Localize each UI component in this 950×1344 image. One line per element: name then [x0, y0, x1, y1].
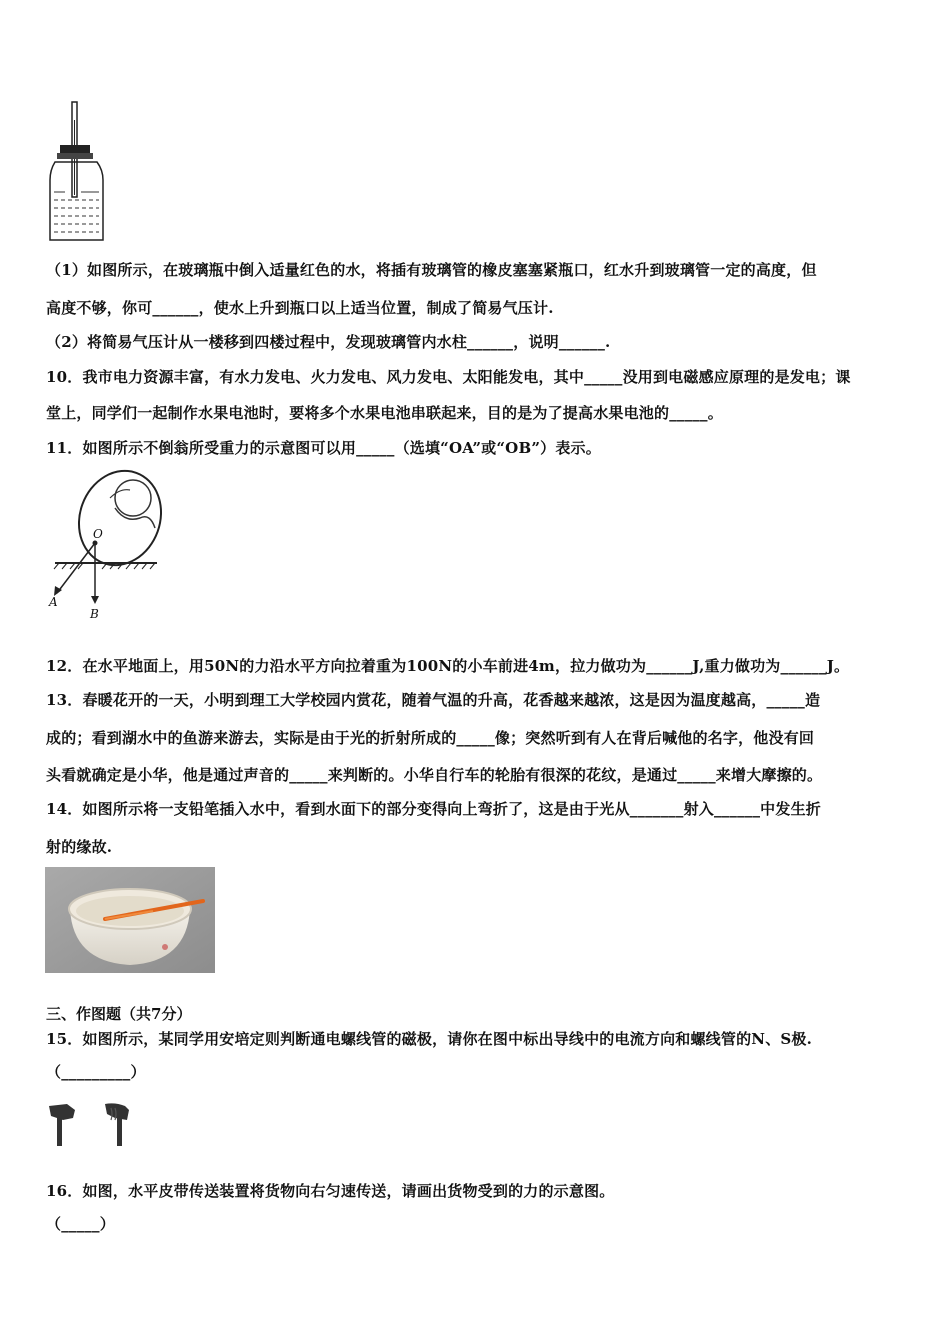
q10-line-2: 堂上，同学们一起制作水果电池时，要将多个水果电池串联起来，目的是为了提高水果电池的_____。 — [46, 404, 723, 422]
pencil-in-bowl-photo — [45, 867, 215, 973]
q13-line-3: 头看就确定是小华，他是通过声音的_____来判断的。小华自行车的轮胎有很深的花纹，是通过_____来增大摩擦的。 — [46, 766, 823, 784]
q12-line-1: 12．在水平地面上，用50N的力沿水平方向拉着重为100N的小车前进4m，拉力做功为______J,重力做功为______J。 — [46, 657, 850, 675]
q9-line-2: 高度不够，你可______，使水上升到瓶口以上适当位置，制成了简易气压计. — [46, 299, 554, 317]
q10-line-1: 10．我市电力资源丰富，有水力发电、火力发电、风力发电、太阳能发电，其中_____没用到电磁感应原理的是发电；课 — [46, 368, 851, 386]
q9-line-1: （1）如图所示，在玻璃瓶中倒入适量红色的水，将插有玻璃管的橡皮塞塞紧瓶口，红水升到玻璃管一定的高度，但 — [46, 261, 817, 279]
q15-answer-blank[interactable]: （_________） — [46, 1063, 146, 1081]
q14-line-1: 14．如图所示将一支铅笔插入水中，看到水面下的部分变得向上弯折了，这是由于光从_______射入______中发生折 — [46, 800, 821, 818]
section-3-title: 三、作图题（共7分） — [46, 1005, 192, 1023]
q14-line-2: 射的缘故. — [46, 838, 113, 856]
label-a: A — [49, 595, 58, 609]
q9-line-3: （2）将简易气压计从一楼移到四楼过程中，发现玻璃管内水柱______，说明______. — [46, 333, 611, 351]
label-o: O — [93, 527, 103, 541]
q13-line-2: 成的；看到湖水中的鱼游来游去，实际是由于光的折射所成的_____像；突然听到有人在背后喊他的名字，他没有回 — [46, 729, 815, 747]
label-b: B — [90, 607, 99, 621]
q15-line-1: 15．如图所示，某同学用安培定则判断通电螺线管的磁极，请你在图中标出导线中的电流方向和螺线管的N、S极. — [46, 1030, 813, 1048]
q13-line-1: 13．春暖花开的一天，小明到理工大学校园内赏花，随着气温的升高，花香越来越浓，这是因为温度越高，_____造 — [46, 691, 821, 709]
ampere-rule-hands-figure — [45, 1100, 140, 1155]
q16-line-1: 16．如图，水平皮带传送装置将货物向右匀速传送，请画出货物受到的力的示意图。 — [46, 1182, 615, 1200]
barometer-bottle-figure — [45, 100, 110, 245]
q16-answer-blank[interactable]: （_____） — [46, 1215, 115, 1233]
tumbler-toy-figure — [45, 468, 165, 623]
q11-line-1: 11．如图所示不倒翁所受重力的示意图可以用_____（选填“OA”或“OB”）表示。 — [46, 439, 601, 457]
